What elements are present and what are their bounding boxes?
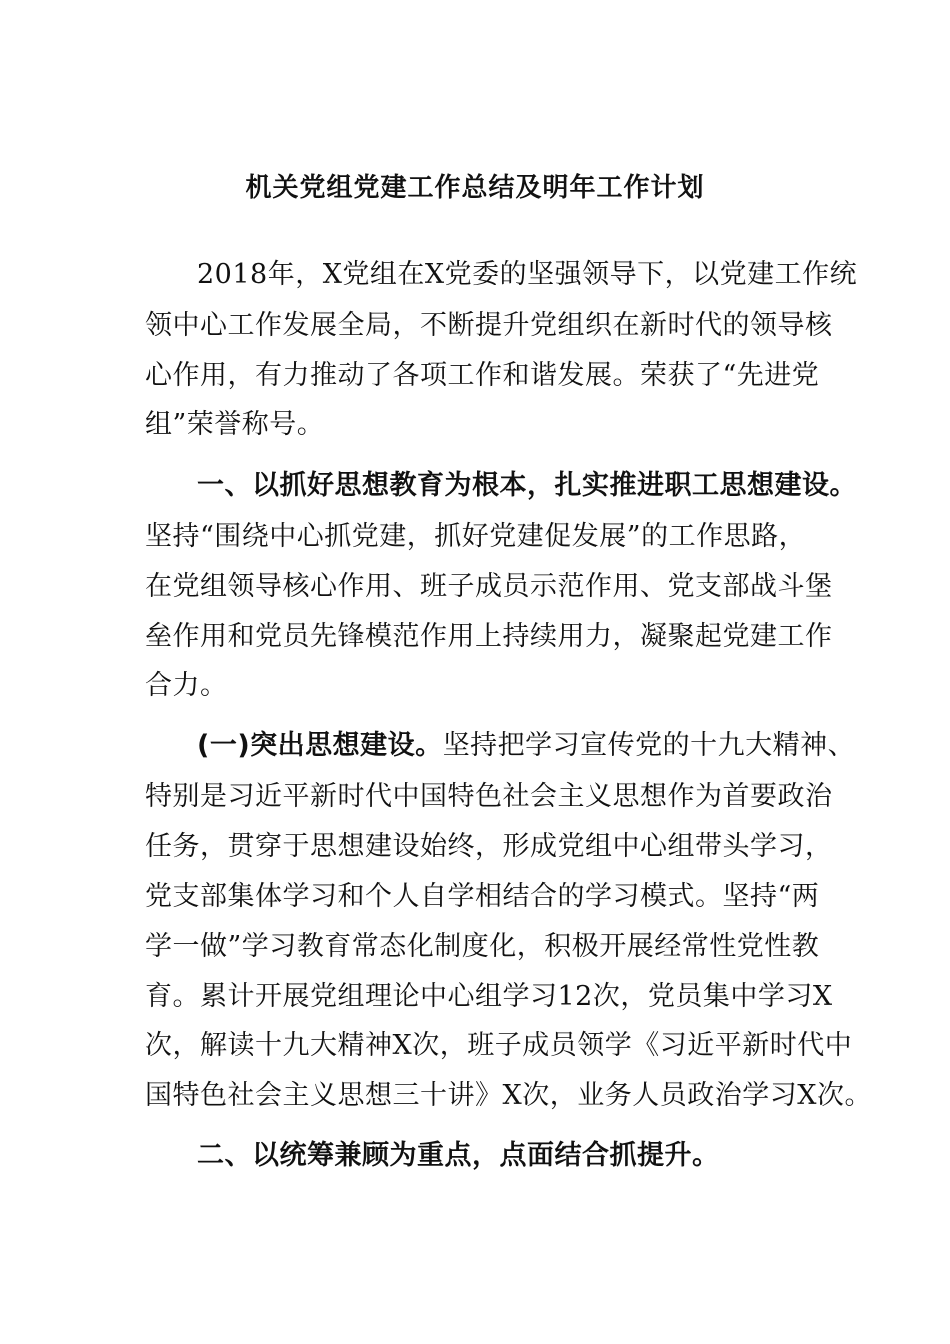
subsection-1-line-6: 次，解读十九大精神X次，班子成员领学《习近平新时代中 xyxy=(145,1030,853,1061)
subsection-1-line-4: 学一做”学习教育常态化制度化，积极开展经常性党性教 xyxy=(145,931,820,962)
section-2-heading: 二、以统筹兼顾为重点，点面结合抓提升。 xyxy=(197,1140,720,1171)
subsection-1-line-7: 国特色社会主义思想三十讲》X次，业务人员政治学习X次。 xyxy=(145,1080,872,1111)
document-title: 机关党组党建工作总结及明年工作计划 xyxy=(245,173,705,203)
section-1-line-2: 在党组领导核心作用、班子成员示范作用、党支部战斗堡 xyxy=(145,571,833,602)
intro-line-3: 心作用，有力推动了各项工作和谐发展。荣获了“先进党 xyxy=(145,360,820,391)
subsection-1-first-line xyxy=(197,728,855,764)
section-1-line-3: 垒作用和党员先锋模范作用上持续用力，凝聚起党建工作 xyxy=(145,621,833,652)
subsection-1-line-2: 任务，贯穿于思想建设始终，形成党组中心组带头学习， xyxy=(145,831,833,862)
section-1-heading: 一、以抓好思想教育为根本，扎实推进职工思想建设。 xyxy=(197,470,857,501)
subsection-1-line-5: 育。累计开展党组理论中心组学习12次，党员集中学习X xyxy=(145,981,833,1012)
subsection-1-first-line-text: 坚持把学习宣传党的十九大精神、 xyxy=(442,730,856,761)
subsection-1-heading: (一)突出思想建设。 xyxy=(197,730,443,761)
section-1-line-4: 合力。 xyxy=(145,670,228,701)
subsection-1-line-1: 特别是习近平新时代中国特色社会主义思想作为首要政治 xyxy=(145,781,833,812)
intro-line-2: 领中心工作发展全局，不断提升党组织在新时代的领导核 xyxy=(145,310,833,341)
section-1-line-1: 坚持“围绕中心抓党建，抓好党建促发展”的工作思路， xyxy=(145,521,807,552)
intro-line-4: 组”荣誉称号。 xyxy=(145,409,325,440)
subsection-1-line-3: 党支部集体学习和个人自学相结合的学习模式。坚持“两 xyxy=(145,881,820,912)
intro-line-1: 2018年，X党组在X党委的坚强领导下，以党建工作统 xyxy=(197,259,858,290)
